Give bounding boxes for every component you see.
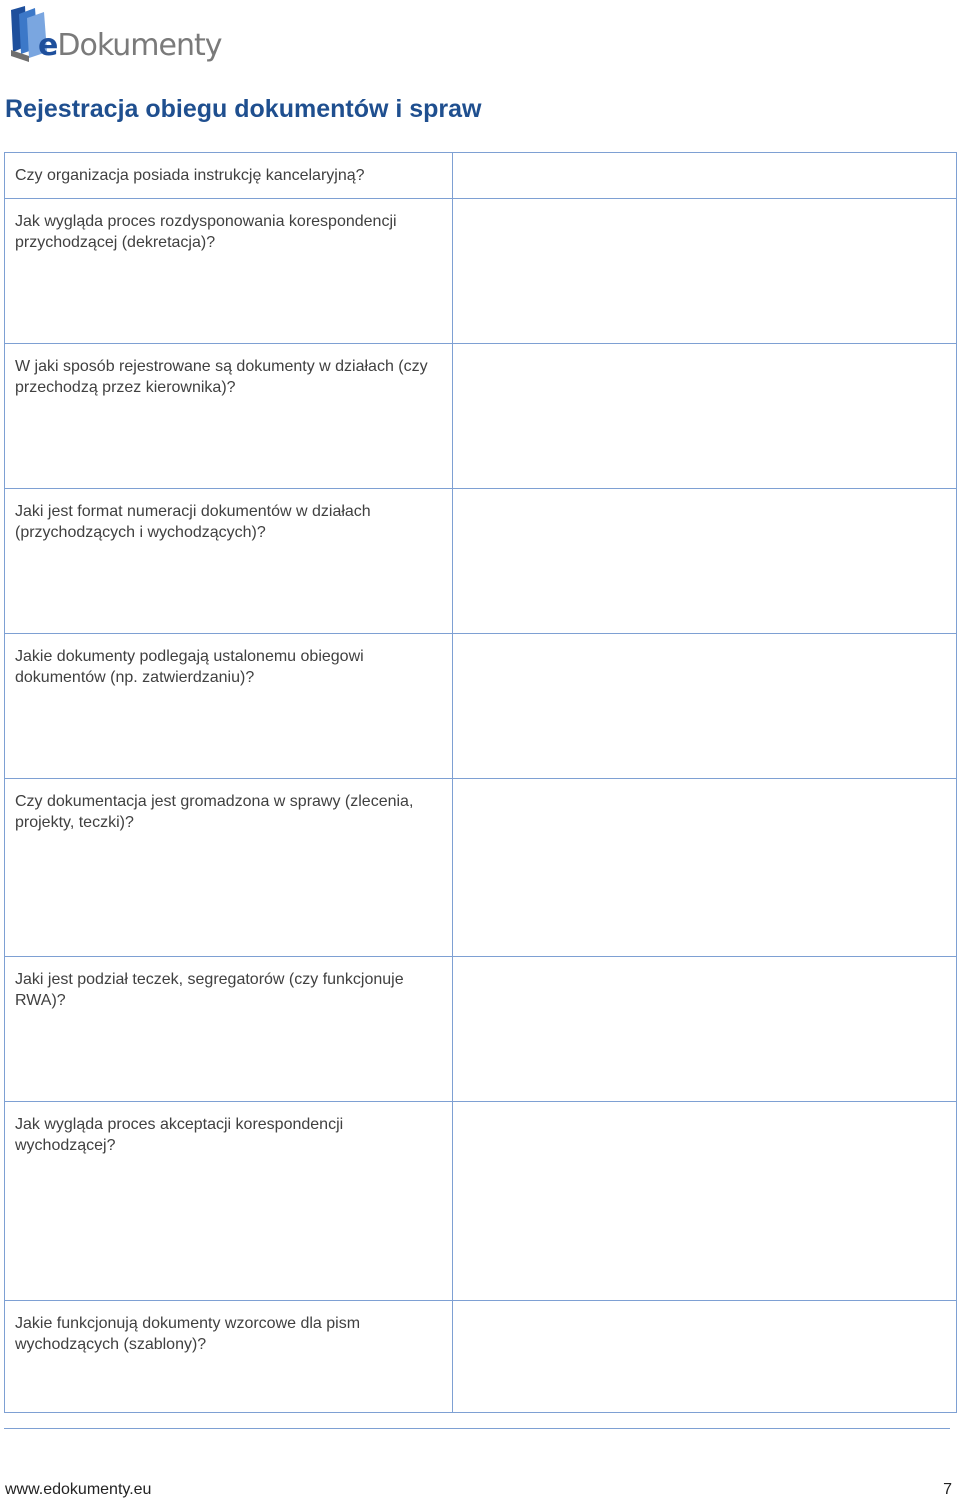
question-cell: Jak wygląda proces rozdysponowania korespondencji przychodzącej (dekretacja)?	[5, 199, 453, 344]
table-row	[5, 1102, 957, 1301]
questionnaire-table	[4, 152, 957, 1413]
question-cell: Jakie dokumenty podlegają ustalonemu obiegowi dokumentów (np. zatwierdzaniu)?	[5, 634, 453, 779]
table-row	[5, 489, 957, 634]
footer-url[interactable]: www.edokumenty.eu	[5, 1481, 152, 1498]
question-cell: Jaki jest podział teczek, segregatorów (czy funkcjonuje RWA)?	[5, 957, 453, 1102]
question-cell: Czy organizacja posiada instrukcję kancelaryjną?	[5, 153, 453, 199]
answer-cell[interactable]	[453, 153, 957, 199]
answer-cell[interactable]	[453, 344, 957, 489]
question-cell: Jaki jest format numeracji dokumentów w działach (przychodzących i wychodzących)?	[5, 489, 453, 634]
answer-cell[interactable]	[453, 199, 957, 344]
page-number: 7	[943, 1481, 952, 1498]
table-row	[5, 1301, 957, 1413]
table-row	[5, 957, 957, 1102]
table-row	[5, 153, 957, 199]
answer-cell[interactable]	[453, 634, 957, 779]
question-cell: W jaki sposób rejestrowane są dokumenty w działach (czy przechodzą przez kierownika)?	[5, 344, 453, 489]
page-title: Rejestracja obiegu dokumentów i spraw	[5, 95, 482, 123]
logo-rest: Dokumenty	[57, 28, 222, 63]
question-cell: Jakie funkcjonują dokumenty wzorcowe dla pism wychodzących (szablony)?	[5, 1301, 453, 1413]
logo-wordmark	[38, 28, 222, 64]
question-cell: Jak wygląda proces akceptacji korespondencji wychodzącej?	[5, 1102, 453, 1301]
table-row	[5, 634, 957, 779]
answer-cell[interactable]	[453, 1301, 957, 1413]
answer-cell[interactable]	[453, 1102, 957, 1301]
question-cell: Czy dokumentacja jest gromadzona w sprawy (zlecenia, projekty, teczki)?	[5, 779, 453, 957]
answer-cell[interactable]	[453, 489, 957, 634]
answer-cell[interactable]	[453, 957, 957, 1102]
edokumenty-logo	[8, 6, 222, 66]
logo-e: e	[38, 28, 58, 63]
answer-cell[interactable]	[453, 779, 957, 957]
footer-divider	[4, 1428, 950, 1429]
table-row	[5, 779, 957, 957]
table-row	[5, 344, 957, 489]
table-row	[5, 199, 957, 344]
